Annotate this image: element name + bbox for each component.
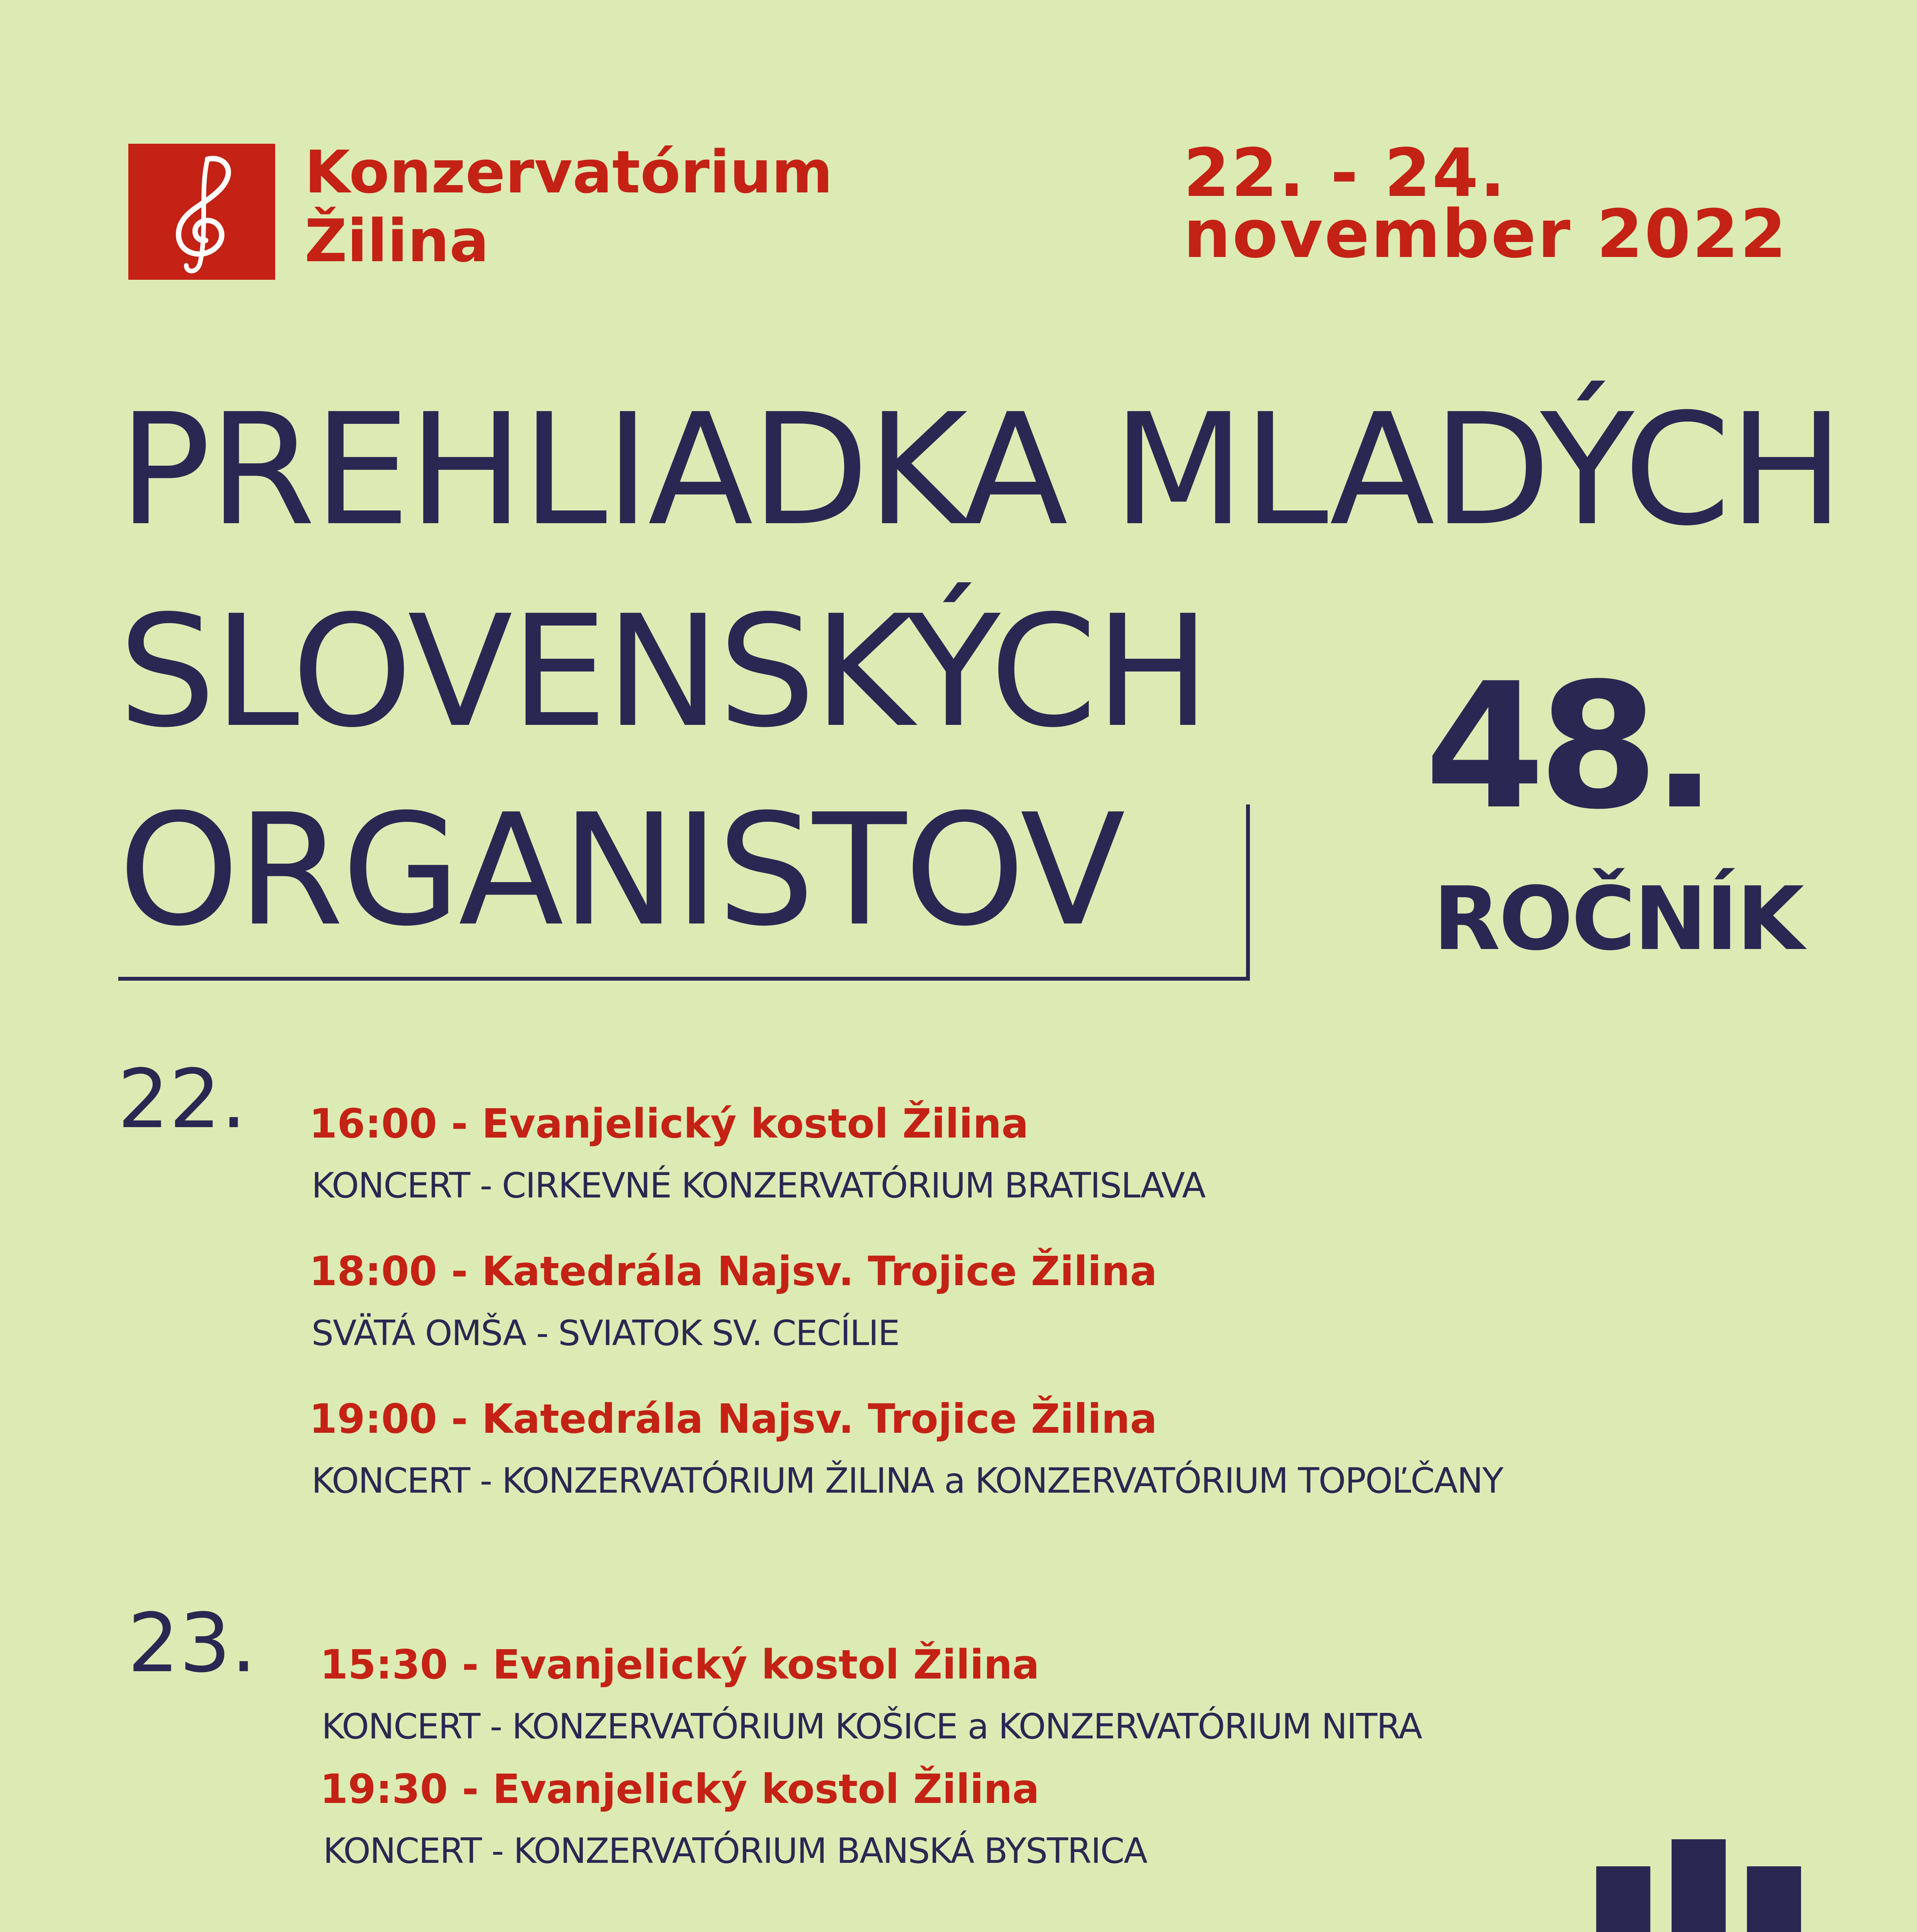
treble-clef-icon — [128, 144, 275, 280]
event-description: KONCERT - KONZERVATÓRIUM ŽILINA a KONZERVATÓRIUM TOPOĽČANY — [312, 1461, 1503, 1501]
event-heading: 18:00 - Katedrála Najsv. Trojice Žilina — [309, 1248, 1157, 1295]
title-line2: SLOVENSKÝCH — [118, 582, 1208, 761]
edition-label: ROČNÍK — [1433, 868, 1803, 970]
organizer-name-line2: Žilina — [305, 207, 489, 275]
title-line1: PREHLIADKA MLADÝCH — [118, 381, 1842, 560]
title-underline — [118, 977, 1250, 981]
event-description: KONCERT - KONZERVATÓRIUM KOŠICE a KONZERVATÓRIUM NITRA — [322, 1706, 1422, 1747]
event-heading: 19:30 - Evanjelický kostol Žilina — [320, 1765, 1040, 1813]
event-heading: 15:30 - Evanjelický kostol Žilina — [320, 1641, 1040, 1688]
organizer-name-line1: Konzervatórium — [305, 138, 833, 206]
edition-number: 48. — [1425, 646, 1711, 847]
conservatory-logo — [128, 144, 275, 280]
event-heading: 19:00 - Katedrála Najsv. Trojice Žilina — [309, 1395, 1157, 1442]
event-dates: 22. - 24. — [1183, 134, 1507, 212]
event-description: KONCERT - CIRKEVNÉ KONZERVATÓRIUM BRATISLAVA — [312, 1165, 1205, 1206]
title-line3: ORGANISTOV — [118, 781, 1123, 960]
day-label-23: 23. — [128, 1596, 257, 1690]
title-bracket-edge — [1246, 804, 1250, 981]
organ-pipes-icon — [1585, 1839, 1813, 1932]
event-heading: 16:00 - Evanjelický kostol Žilina — [309, 1100, 1029, 1147]
event-description: SVÄTÁ OMŠA - SVIATOK SV. CECÍLIE — [312, 1313, 899, 1354]
event-month-year: november 2022 — [1183, 195, 1788, 273]
event-description: KONCERT - KONZERVATÓRIUM BANSKÁ BYSTRICA — [323, 1831, 1147, 1871]
day-label-22: 22. — [117, 1052, 247, 1146]
